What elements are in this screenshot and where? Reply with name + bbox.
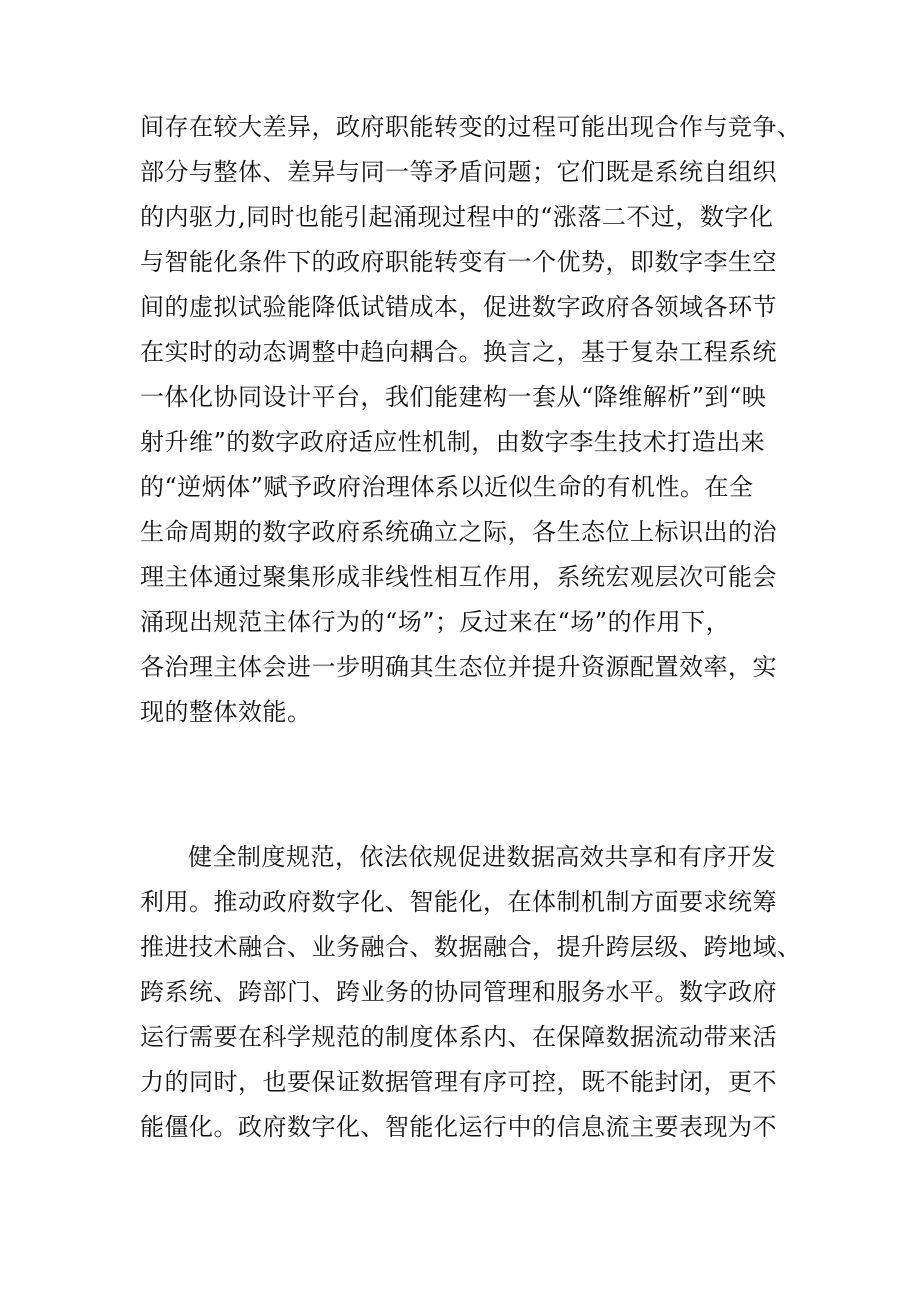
text-line: 能僵化。政府数字化、智能化运行中的信息流主要表现为不 xyxy=(140,1113,777,1141)
text-line: 力的同时，也要保证数据管理有序可控，既不能封闭，更不 xyxy=(140,1068,777,1096)
text-line: 涌现出规范主体行为的“场”；反过来在“场”的作用下， xyxy=(140,608,731,636)
paragraph-1 xyxy=(140,105,800,735)
text-line: 跨系统、跨部门、跨业务的协同管理和服务水平。数字政府 xyxy=(140,978,777,1006)
text-line: 运行需要在科学规范的制度体系内、在保障数据流动带来活 xyxy=(140,1023,777,1051)
text-line: 推进技术融合、业务融合、数据融合，提升跨层级、跨地域、 xyxy=(140,933,802,961)
text-line: 间的虚拟试验能降低试错成本，促进数字政府各领域各环节 xyxy=(140,293,777,321)
text-line: 生命周期的数字政府系统确立之际，各生态位上标识出的治 xyxy=(140,518,777,546)
text-line: 一体化协同设计平台，我们能建构一套从“降维解析”到“映 xyxy=(140,383,767,411)
text-line: 与智能化条件下的政府职能转变有一个优势，即数字李生空 xyxy=(140,248,777,276)
text-line: 现的整体效能。 xyxy=(140,698,312,726)
text-line: 的“逆炳体”赋予政府治理体系以近似生命的有机性。在全 xyxy=(140,473,754,501)
text-line: 各治理主体会进一步明确其生态位并提升资源配置效率，实 xyxy=(140,653,777,681)
text-line: 部分与整体、差异与同一等矛盾问题；它们既是系统自组织 xyxy=(140,158,777,186)
paragraph-2 xyxy=(140,835,800,1150)
text-line: 的内驱力,同时也能引起涌现过程中的“涨落二不过，数字化 xyxy=(140,203,774,231)
text-line: 在实时的动态调整中趋向耦合。换言之，基于复杂工程系统 xyxy=(140,338,777,366)
text-line: 利用。推动政府数字化、智能化，在体制机制方面要求统筹 xyxy=(140,888,777,916)
text-line: 射升维”的数字政府适应性机制，由数字李生技术打造出来 xyxy=(140,428,766,456)
text-line: 理主体通过聚集形成非线性相互作用，系统宏观层次可能会 xyxy=(140,563,777,591)
text-line: 间存在较大差异，政府职能转变的过程可能出现合作与竞争、 xyxy=(140,113,802,141)
text-line: 健全制度规范，依法依规促进数据高效共享和有序开发 xyxy=(188,843,776,871)
